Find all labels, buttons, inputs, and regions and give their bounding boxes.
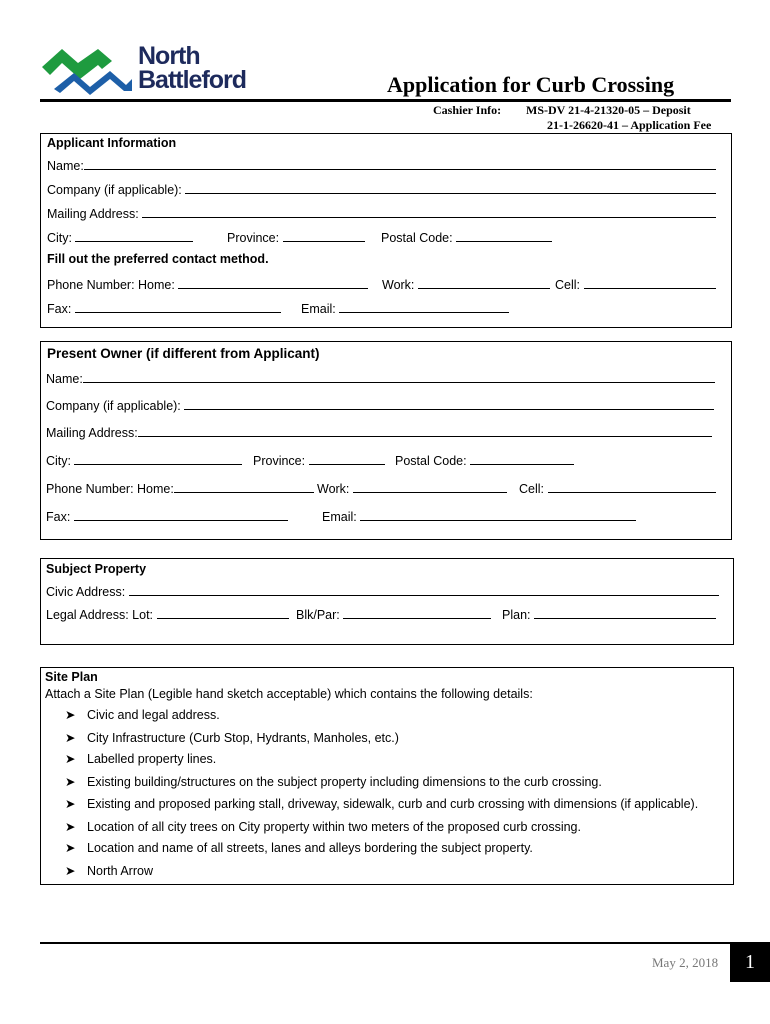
city-logo-text: North Battleford: [138, 42, 247, 94]
list-item: ➤ Location and name of all streets, lanes and alleys bordering the subject property.: [65, 841, 533, 855]
site-plan-intro: Attach a Site Plan (Legible hand sketch acceptable) which contains the following details:: [45, 687, 533, 701]
owner-name-field[interactable]: Name:: [46, 371, 715, 386]
arrow-bullet-icon: ➤: [65, 864, 76, 878]
owner-phone-home-field[interactable]: Phone Number: Home:: [46, 481, 314, 496]
applicant-city-field[interactable]: City:: [47, 230, 193, 245]
arrow-bullet-icon: ➤: [65, 841, 76, 855]
list-item: ➤ Existing building/structures on the subject property including dimensions to the curb crossing.: [65, 775, 602, 789]
applicant-phone-home-field[interactable]: Phone Number: Home:: [47, 277, 368, 292]
applicant-mailing-field[interactable]: Mailing Address:: [47, 206, 716, 221]
cashier-info-line1: MS-DV 21-4-21320-05 – Deposit: [526, 103, 691, 117]
arrow-bullet-icon: ➤: [65, 820, 76, 834]
list-item: ➤ City Infrastructure (Curb Stop, Hydrants, Manholes, etc.): [65, 731, 399, 745]
arrow-bullet-icon: ➤: [65, 797, 76, 811]
applicant-work-field[interactable]: Work:: [382, 277, 550, 292]
page-title: Application for Curb Crossing: [387, 72, 675, 97]
footer-rule: [40, 942, 730, 944]
owner-city-field[interactable]: City:: [46, 453, 242, 468]
title-rule: [40, 99, 731, 102]
list-item: ➤ Civic and legal address.: [65, 708, 220, 722]
applicant-name-field[interactable]: Name:: [47, 158, 716, 173]
list-item: ➤ Existing and proposed parking stall, driveway, sidewalk, curb and curb crossing with dimensions (if applicable).: [65, 797, 699, 811]
list-item: ➤ Labelled property lines.: [65, 752, 217, 766]
property-heading: Subject Property: [46, 562, 147, 576]
applicant-heading: Applicant Information: [47, 136, 177, 150]
owner-fax-field[interactable]: Fax:: [46, 509, 288, 524]
owner-company-field[interactable]: Company (if applicable):: [46, 398, 714, 413]
owner-work-field[interactable]: Work:: [317, 481, 507, 496]
arrow-bullet-icon: ➤: [65, 731, 76, 745]
owner-mailing-field[interactable]: Mailing Address:: [46, 425, 712, 440]
city-logo-mark: [40, 45, 136, 95]
site-plan-heading: Site Plan: [45, 670, 98, 684]
applicant-fax-field[interactable]: Fax:: [47, 301, 281, 316]
owner-heading: Present Owner (if different from Applicant): [47, 346, 320, 361]
applicant-company-field[interactable]: Company (if applicable):: [47, 182, 716, 197]
applicant-cell-field[interactable]: Cell:: [555, 277, 716, 292]
applicant-postal-field[interactable]: Postal Code:: [381, 230, 552, 245]
property-civic-field[interactable]: Civic Address:: [46, 584, 719, 599]
owner-cell-field[interactable]: Cell:: [519, 481, 716, 496]
applicant-province-field[interactable]: Province:: [227, 230, 365, 245]
owner-postal-field[interactable]: Postal Code:: [395, 453, 574, 468]
contact-method-heading: Fill out the preferred contact method.: [47, 252, 269, 266]
list-item: ➤ Location of all city trees on City property within two meters of the proposed curb crossing.: [65, 820, 581, 834]
applicant-email-field[interactable]: Email:: [301, 301, 509, 316]
cashier-label: Cashier Info:: [433, 103, 502, 117]
owner-email-field[interactable]: Email:: [322, 509, 636, 524]
property-blk-field[interactable]: Blk/Par:: [296, 607, 491, 622]
arrow-bullet-icon: ➤: [65, 708, 76, 722]
property-lot-field[interactable]: Legal Address: Lot:: [46, 607, 289, 622]
arrow-bullet-icon: ➤: [65, 775, 76, 789]
cashier-info-line2: 21-1-26620-41 – Application Fee: [547, 118, 712, 132]
arrow-bullet-icon: ➤: [65, 752, 76, 766]
owner-province-field[interactable]: Province:: [253, 453, 385, 468]
footer-date: May 2, 2018: [652, 955, 719, 970]
page-number: 1: [730, 942, 770, 982]
list-item: ➤ North Arrow: [65, 864, 153, 878]
property-plan-field[interactable]: Plan:: [502, 607, 716, 622]
